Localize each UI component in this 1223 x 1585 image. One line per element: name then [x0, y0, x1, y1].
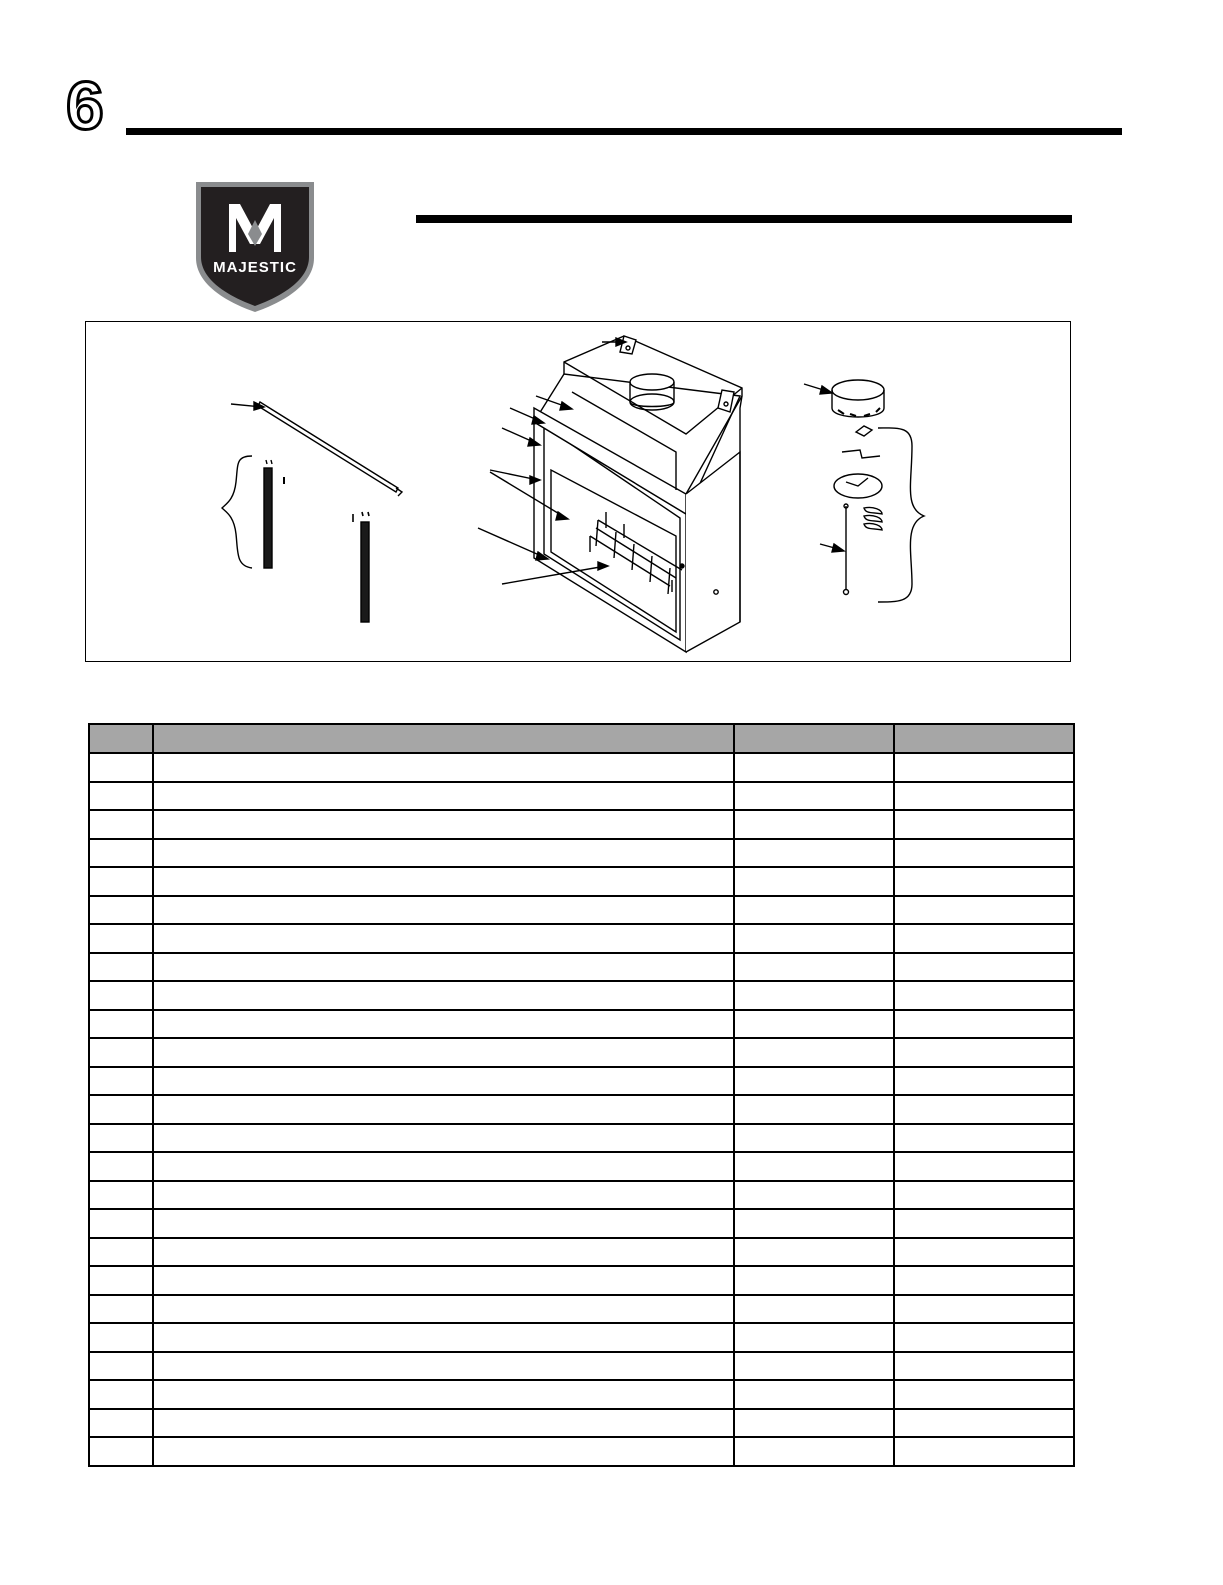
- table-header-row: [89, 724, 1074, 753]
- table-cell: [894, 810, 1074, 839]
- table-cell: [894, 1380, 1074, 1409]
- table-cell: [894, 1295, 1074, 1324]
- table-cell: [894, 1323, 1074, 1352]
- table-cell: [153, 1352, 734, 1381]
- table-cell: [153, 953, 734, 982]
- table-cell: [89, 1238, 153, 1267]
- table-cell: [89, 896, 153, 925]
- table-cell: [894, 1409, 1074, 1438]
- table-row: [89, 1352, 1074, 1381]
- side-strips-part-icon: [264, 460, 369, 622]
- table-row: [89, 1010, 1074, 1039]
- table-cell: [734, 924, 894, 953]
- table-cell: [734, 1010, 894, 1039]
- header-cell-description: [153, 724, 734, 753]
- header-cell-part-number: [734, 724, 894, 753]
- section-number: 6: [66, 68, 104, 144]
- subheader-rule: [416, 215, 1072, 223]
- table-cell: [89, 1409, 153, 1438]
- table-row: [89, 867, 1074, 896]
- table-cell: [894, 753, 1074, 782]
- table-cell: [894, 1095, 1074, 1124]
- table-row: [89, 782, 1074, 811]
- table-cell: [153, 1295, 734, 1324]
- table-cell: [894, 1266, 1074, 1295]
- table-cell: [734, 753, 894, 782]
- table-cell: [734, 1437, 894, 1466]
- table-cell: [734, 1152, 894, 1181]
- table-cell: [734, 1380, 894, 1409]
- table-cell: [89, 1038, 153, 1067]
- fireplace-firebox-icon: [534, 336, 742, 652]
- table-cell: [153, 1038, 734, 1067]
- table-cell: [734, 1352, 894, 1381]
- table-cell: [734, 1238, 894, 1267]
- table-cell: [894, 1209, 1074, 1238]
- table-cell: [894, 1067, 1074, 1096]
- table-row: [89, 839, 1074, 868]
- table-row: [89, 1067, 1074, 1096]
- table-cell: [734, 1067, 894, 1096]
- table-cell: [153, 981, 734, 1010]
- table-cell: [89, 1209, 153, 1238]
- damper-kit-bracket-icon: [878, 428, 924, 602]
- table-cell: [734, 1295, 894, 1324]
- table-cell: [89, 867, 153, 896]
- logo-brand-text: MAJESTIC: [213, 259, 297, 276]
- table-cell: [894, 1038, 1074, 1067]
- table-cell: [153, 1238, 734, 1267]
- table-cell: [894, 782, 1074, 811]
- table-cell: [89, 1067, 153, 1096]
- table-cell: [153, 1181, 734, 1210]
- table-cell: [89, 1095, 153, 1124]
- table-cell: [894, 1437, 1074, 1466]
- table-cell: [894, 981, 1074, 1010]
- table-row: [89, 1181, 1074, 1210]
- table-cell: [153, 1437, 734, 1466]
- table-cell: [153, 1095, 734, 1124]
- table-cell: [894, 1124, 1074, 1153]
- table-cell: [734, 896, 894, 925]
- table-cell: [89, 1380, 153, 1409]
- table-cell: [153, 1266, 734, 1295]
- table-cell: [153, 1124, 734, 1153]
- table-cell: [734, 1181, 894, 1210]
- table-cell: [153, 753, 734, 782]
- table-cell: [153, 1067, 734, 1096]
- table-cell: [89, 981, 153, 1010]
- table-row: [89, 1266, 1074, 1295]
- table-cell: [894, 896, 1074, 925]
- table-cell: [89, 782, 153, 811]
- table-cell: [894, 1352, 1074, 1381]
- damper-handle-kit-icon: [820, 426, 882, 595]
- brand-logo: [194, 180, 316, 314]
- parts-list-table: [88, 723, 1075, 1467]
- table-cell: [153, 1323, 734, 1352]
- table-cell: [89, 1323, 153, 1352]
- table-cell: [734, 1124, 894, 1153]
- table-cell: [89, 924, 153, 953]
- table-row: [89, 896, 1074, 925]
- table-cell: [894, 1238, 1074, 1267]
- table-cell: [894, 1152, 1074, 1181]
- table-cell: [894, 924, 1074, 953]
- table-row: [89, 953, 1074, 982]
- table-row: [89, 1038, 1074, 1067]
- table-cell: [89, 1352, 153, 1381]
- table-cell: [894, 1010, 1074, 1039]
- table-row: [89, 1323, 1074, 1352]
- table-cell: [734, 981, 894, 1010]
- header-cell-item: [89, 724, 153, 753]
- table-cell: [894, 953, 1074, 982]
- table-cell: [734, 1038, 894, 1067]
- top-strip-part-icon: [258, 402, 402, 496]
- table-body: [89, 753, 1074, 1466]
- table-cell: [894, 839, 1074, 868]
- table-cell: [734, 1095, 894, 1124]
- table-cell: [89, 1181, 153, 1210]
- table-cell: [89, 810, 153, 839]
- table-row: [89, 1124, 1074, 1153]
- table-cell: [89, 1437, 153, 1466]
- table-cell: [153, 896, 734, 925]
- table-row: [89, 1209, 1074, 1238]
- table-cell: [734, 810, 894, 839]
- table-cell: [153, 782, 734, 811]
- table-cell: [153, 810, 734, 839]
- table-row: [89, 981, 1074, 1010]
- table-cell: [894, 1181, 1074, 1210]
- table-row: [89, 1095, 1074, 1124]
- table-cell: [153, 867, 734, 896]
- table-row: [89, 1437, 1074, 1466]
- table-cell: [89, 1124, 153, 1153]
- table-cell: [153, 1380, 734, 1409]
- table-cell: [89, 1266, 153, 1295]
- table-cell: [734, 839, 894, 868]
- table-cell: [734, 867, 894, 896]
- table-cell: [153, 1209, 734, 1238]
- side-strips-bracket-icon: [222, 456, 252, 568]
- table-cell: [89, 953, 153, 982]
- table-cell: [89, 839, 153, 868]
- table-cell: [153, 1409, 734, 1438]
- table-row: [89, 1409, 1074, 1438]
- header-rule: [126, 128, 1122, 135]
- table-cell: [734, 1323, 894, 1352]
- table-cell: [734, 1209, 894, 1238]
- table-cell: [89, 1152, 153, 1181]
- table-cell: [153, 924, 734, 953]
- table-cell: [734, 782, 894, 811]
- table-cell: [734, 953, 894, 982]
- table-cell: [89, 1010, 153, 1039]
- table-row: [89, 1380, 1074, 1409]
- table-row: [89, 753, 1074, 782]
- table-row: [89, 1152, 1074, 1181]
- damper-collar-ring-icon: [804, 380, 884, 417]
- table-cell: [153, 1152, 734, 1181]
- header-cell-notes: [894, 724, 1074, 753]
- table-cell: [89, 753, 153, 782]
- table-cell: [89, 1295, 153, 1324]
- table-row: [89, 1238, 1074, 1267]
- table-row: [89, 924, 1074, 953]
- table-cell: [734, 1409, 894, 1438]
- exploded-parts-figure: [85, 321, 1071, 662]
- table-row: [89, 1295, 1074, 1324]
- table-cell: [153, 1010, 734, 1039]
- table-row: [89, 810, 1074, 839]
- table-cell: [153, 839, 734, 868]
- table-cell: [894, 867, 1074, 896]
- majestic-shield-logo-icon: [194, 180, 316, 314]
- table-cell: [734, 1266, 894, 1295]
